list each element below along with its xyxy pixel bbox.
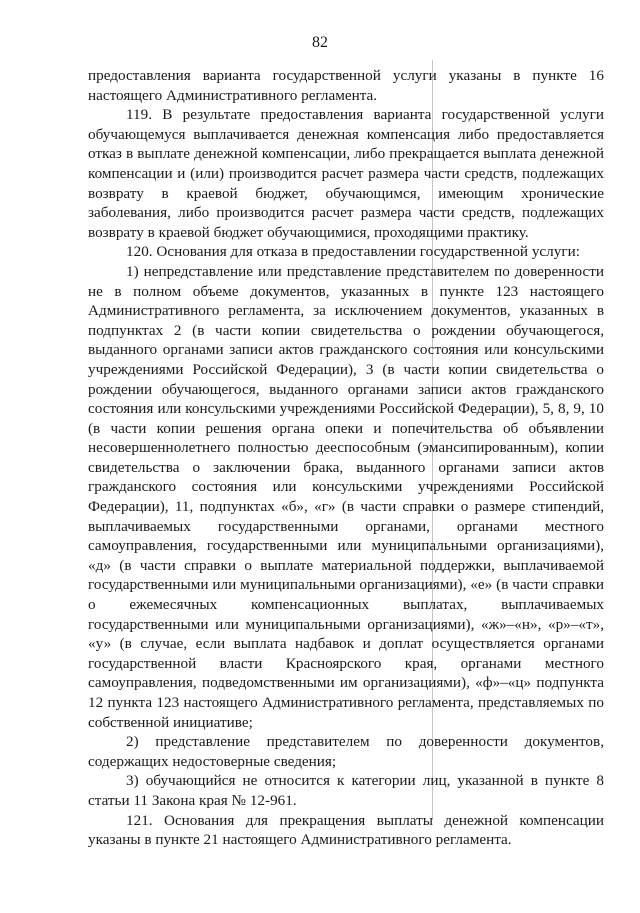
paragraph-120: 120. Основания для отказа в предоставлении государственной услуги: <box>126 243 580 261</box>
document-body <box>88 66 604 850</box>
paragraph-120-item-3: 3) обучающийся не относится к категории лиц, указанной в пункте 8 статьи 11 Закона края № 12-961. <box>88 772 604 809</box>
paragraph-119: 119. В результате предоставления варианта государственной услуги обучающемуся выплачивается денежная компенсация либо предоставляется отказ в выплате денежной компенсации, либо прекращается выплата денежной компенсации и (или) производится расчет размера части средств, подлежащих возврату в краевой бюджет, обучающимся, имеющим хронические заболевания, либо производится расчет размера части средств, подлежащих возврату в краевой бюджет обучающимися, проходящими практику. <box>88 106 604 241</box>
paragraph-continuation: предоставления варианта государственной услуги указаны в пункте 16 настоящего Административного регламента. <box>88 67 604 104</box>
paragraph-120-item-1: 1) непредставление или представление представителем по доверенности не в полном объеме документов, указанных в пункте 123 настоящего Административного регламента, за исключением документов, указанных в подпунктах 2 (в части копии свидетельства о рождении обучающегося, выданного органами записи актов гражданского состояния или консульскими учреждениями Российской Федерации), 3 (в части копии свидетельства о рождении обучающегося, выданного органами записи актов гражданского состояния или консульскими учреждениями Российской Федерации), 5, 8, 9, 10 (в части копии решения органа опеки и попечительства об объявлении несовершеннолетнего полностью дееспособным (эмансипированным), копии свидетельства о заключении брака, выданного органами записи актов гражданского состояния или консульскими учреждениями Российской Федерации), 11, подпунктах «б», «г» (в части справки о размере стипендий, выплачиваемых государственными органами, органами местного самоуправления, государственными или муниципальными организациями), «д» (в части справки о выплате материальной поддержки, выплачиваемой государственными или муниципальными организациями), «е» (в части справки о ежемесячных компенсационных выплатах, выплачиваемых государственными или муниципальными организациями), «ж»–«н», «р»–«т», «у» (в случае, если выплата надбавок и доплат осуществляется органами государственной власти Красноярского края, органами местного самоуправления, подведомственными им организациями), «ф»–«ц» подпункта 12 пункта 123 настоящего Административного регламента, представляемых по собственной инициативе; <box>88 262 604 731</box>
page-number: 82 <box>312 34 328 51</box>
paragraph-121: 121. Основания для прекращения выплаты денежной компенсации указаны в пункте 21 настоящего Административного регламента. <box>88 811 604 849</box>
paragraph-120-item-2: 2) представление представителем по доверенности документов, содержащих недостоверные сведения; <box>88 733 604 770</box>
